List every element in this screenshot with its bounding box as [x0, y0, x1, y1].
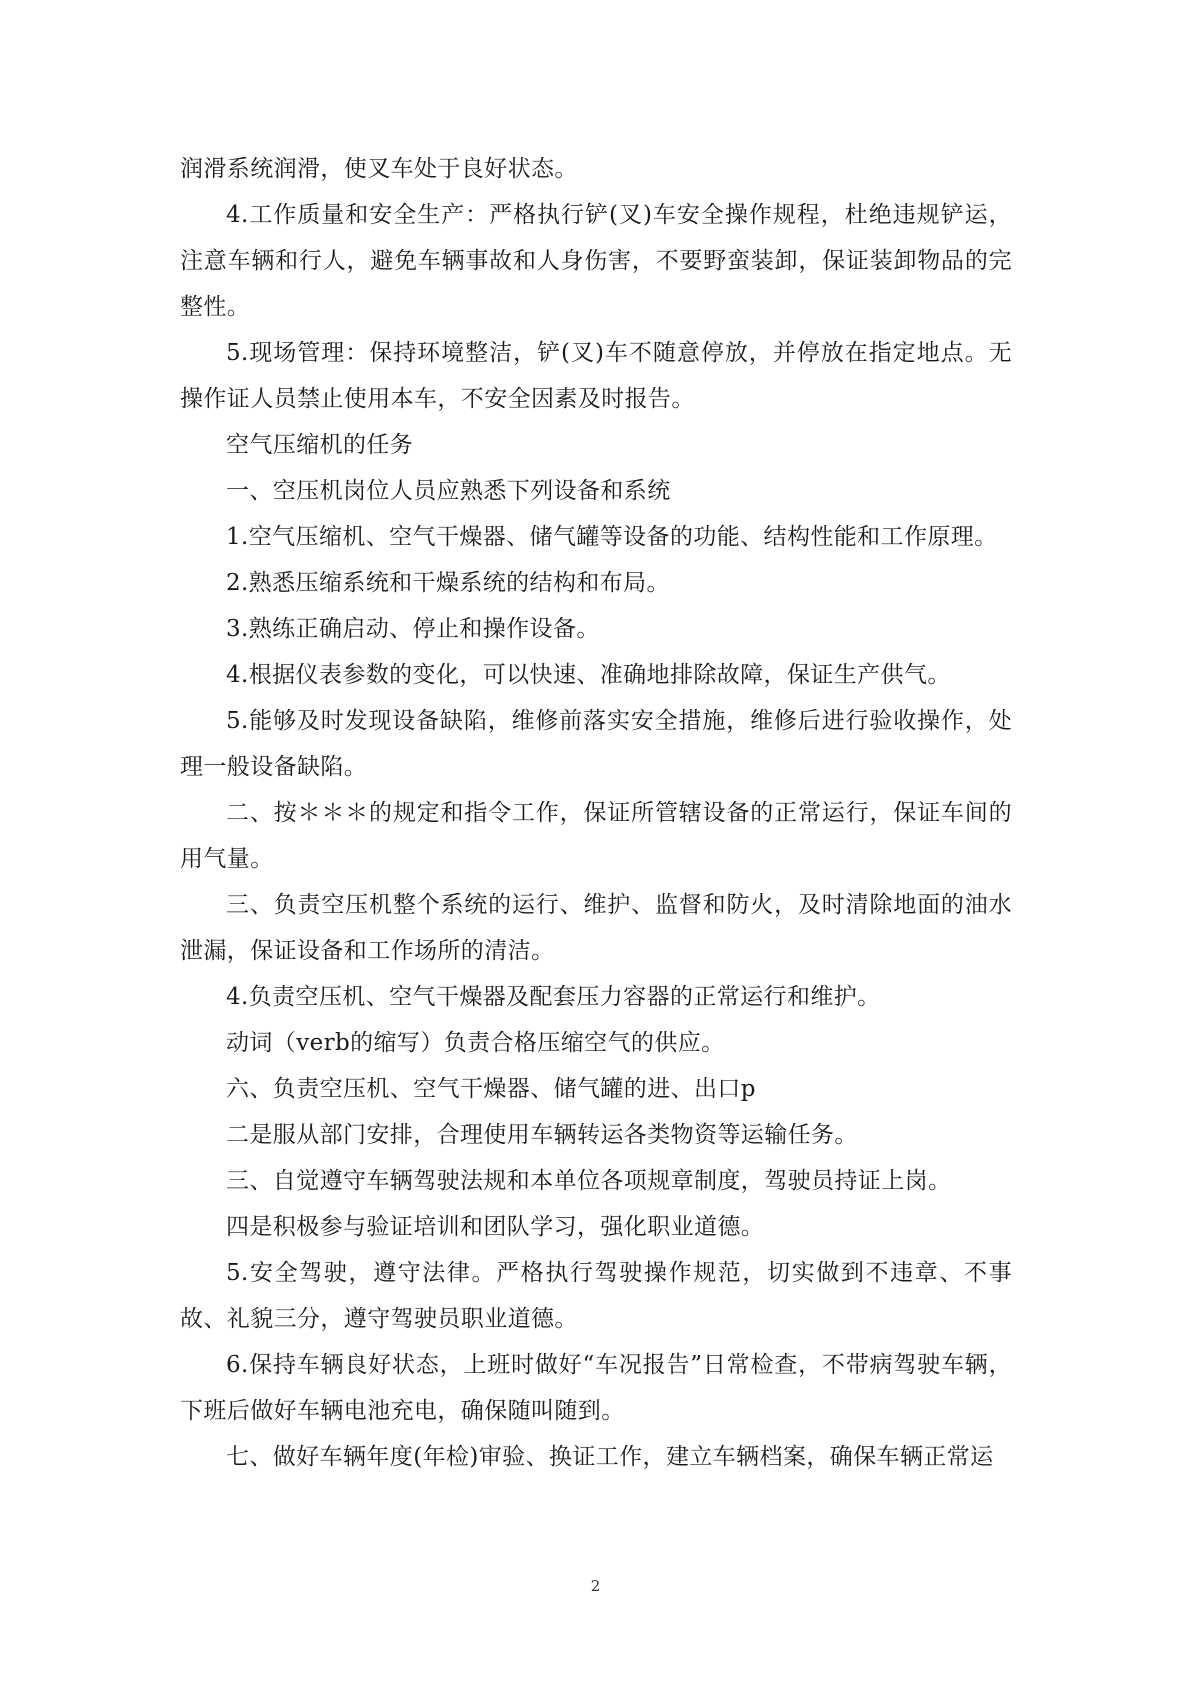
paragraph: 1.空气压缩机、空气干燥器、储气罐等设备的功能、结构性能和工作原理。	[226, 524, 998, 550]
paragraph: 四是积极参与验证培训和团队学习，强化职业道德。	[226, 1214, 765, 1240]
paragraph: 3.熟练正确启动、停止和操作设备。	[226, 616, 600, 642]
paragraph: 一、空压机岗位人员应熟悉下列设备和系统	[226, 478, 671, 504]
paragraph: 动词（verb的缩写）负责合格压缩空气的供应。	[226, 1030, 725, 1056]
paragraph: 4.工作质量和安全生产：严格执行铲(叉)车安全操作规程，杜绝违规铲运，注意车辆和行人，避免车辆事故和人身伤害，不要野蛮装卸，保证装卸物品的完整性。	[180, 202, 1012, 320]
paragraph: 4.负责空压机、空气干燥器及配套压力容器的正常运行和维护。	[226, 984, 881, 1010]
paragraph: 三、自觉遵守车辆驾驶法规和本单位各项规章制度，驾驶员持证上岗。	[226, 1168, 952, 1194]
paragraph: 六、负责空压机、空气干燥器、储气罐的进、出口p	[226, 1076, 756, 1102]
paragraph: 4.根据仪表参数的变化，可以快速、准确地排除故障，保证生产供气。	[226, 662, 951, 688]
page-number: 2	[590, 1577, 601, 1595]
paragraph: 二是服从部门安排，合理使用车辆转运各类物资等运输任务。	[226, 1122, 858, 1148]
paragraph: 6.保持车辆良好状态，上班时做好“车况报告”日常检查，不带病驾驶车辆，下班后做好车辆电池充电，确保随叫随到。	[180, 1352, 1012, 1424]
paragraph: 三、负责空压机整个系统的运行、维护、监督和防火，及时清除地面的油水泄漏，保证设备和工作场所的清洁。	[180, 892, 1012, 964]
document-body	[180, 146, 1012, 1480]
paragraph: 5.现场管理：保持环境整洁，铲(叉)车不随意停放，并停放在指定地点。无操作证人员禁止使用本车，不安全因素及时报告。	[180, 340, 1012, 412]
paragraph: 润滑系统润滑，使叉车处于良好状态。	[180, 156, 578, 182]
paragraph: 二、按＊＊＊的规定和指令工作，保证所管辖设备的正常运行，保证车间的用气量。	[180, 800, 1012, 872]
paragraph: 5.安全驾驶，遵守法律。严格执行驾驶操作规范，切实做到不违章、不事故、礼貌三分，遵守驾驶员职业道德。	[180, 1260, 1012, 1332]
paragraph: 2.熟悉压缩系统和干燥系统的结构和布局。	[226, 570, 670, 596]
paragraph: 七、做好车辆年度(年检)审验、换证工作，建立车辆档案，确保车辆正常运	[226, 1444, 994, 1470]
paragraph: 空气压缩机的任务	[226, 432, 414, 458]
paragraph: 5.能够及时发现设备缺陷，维修前落实安全措施，维修后进行验收操作，处理一般设备缺陷。	[180, 708, 1012, 780]
